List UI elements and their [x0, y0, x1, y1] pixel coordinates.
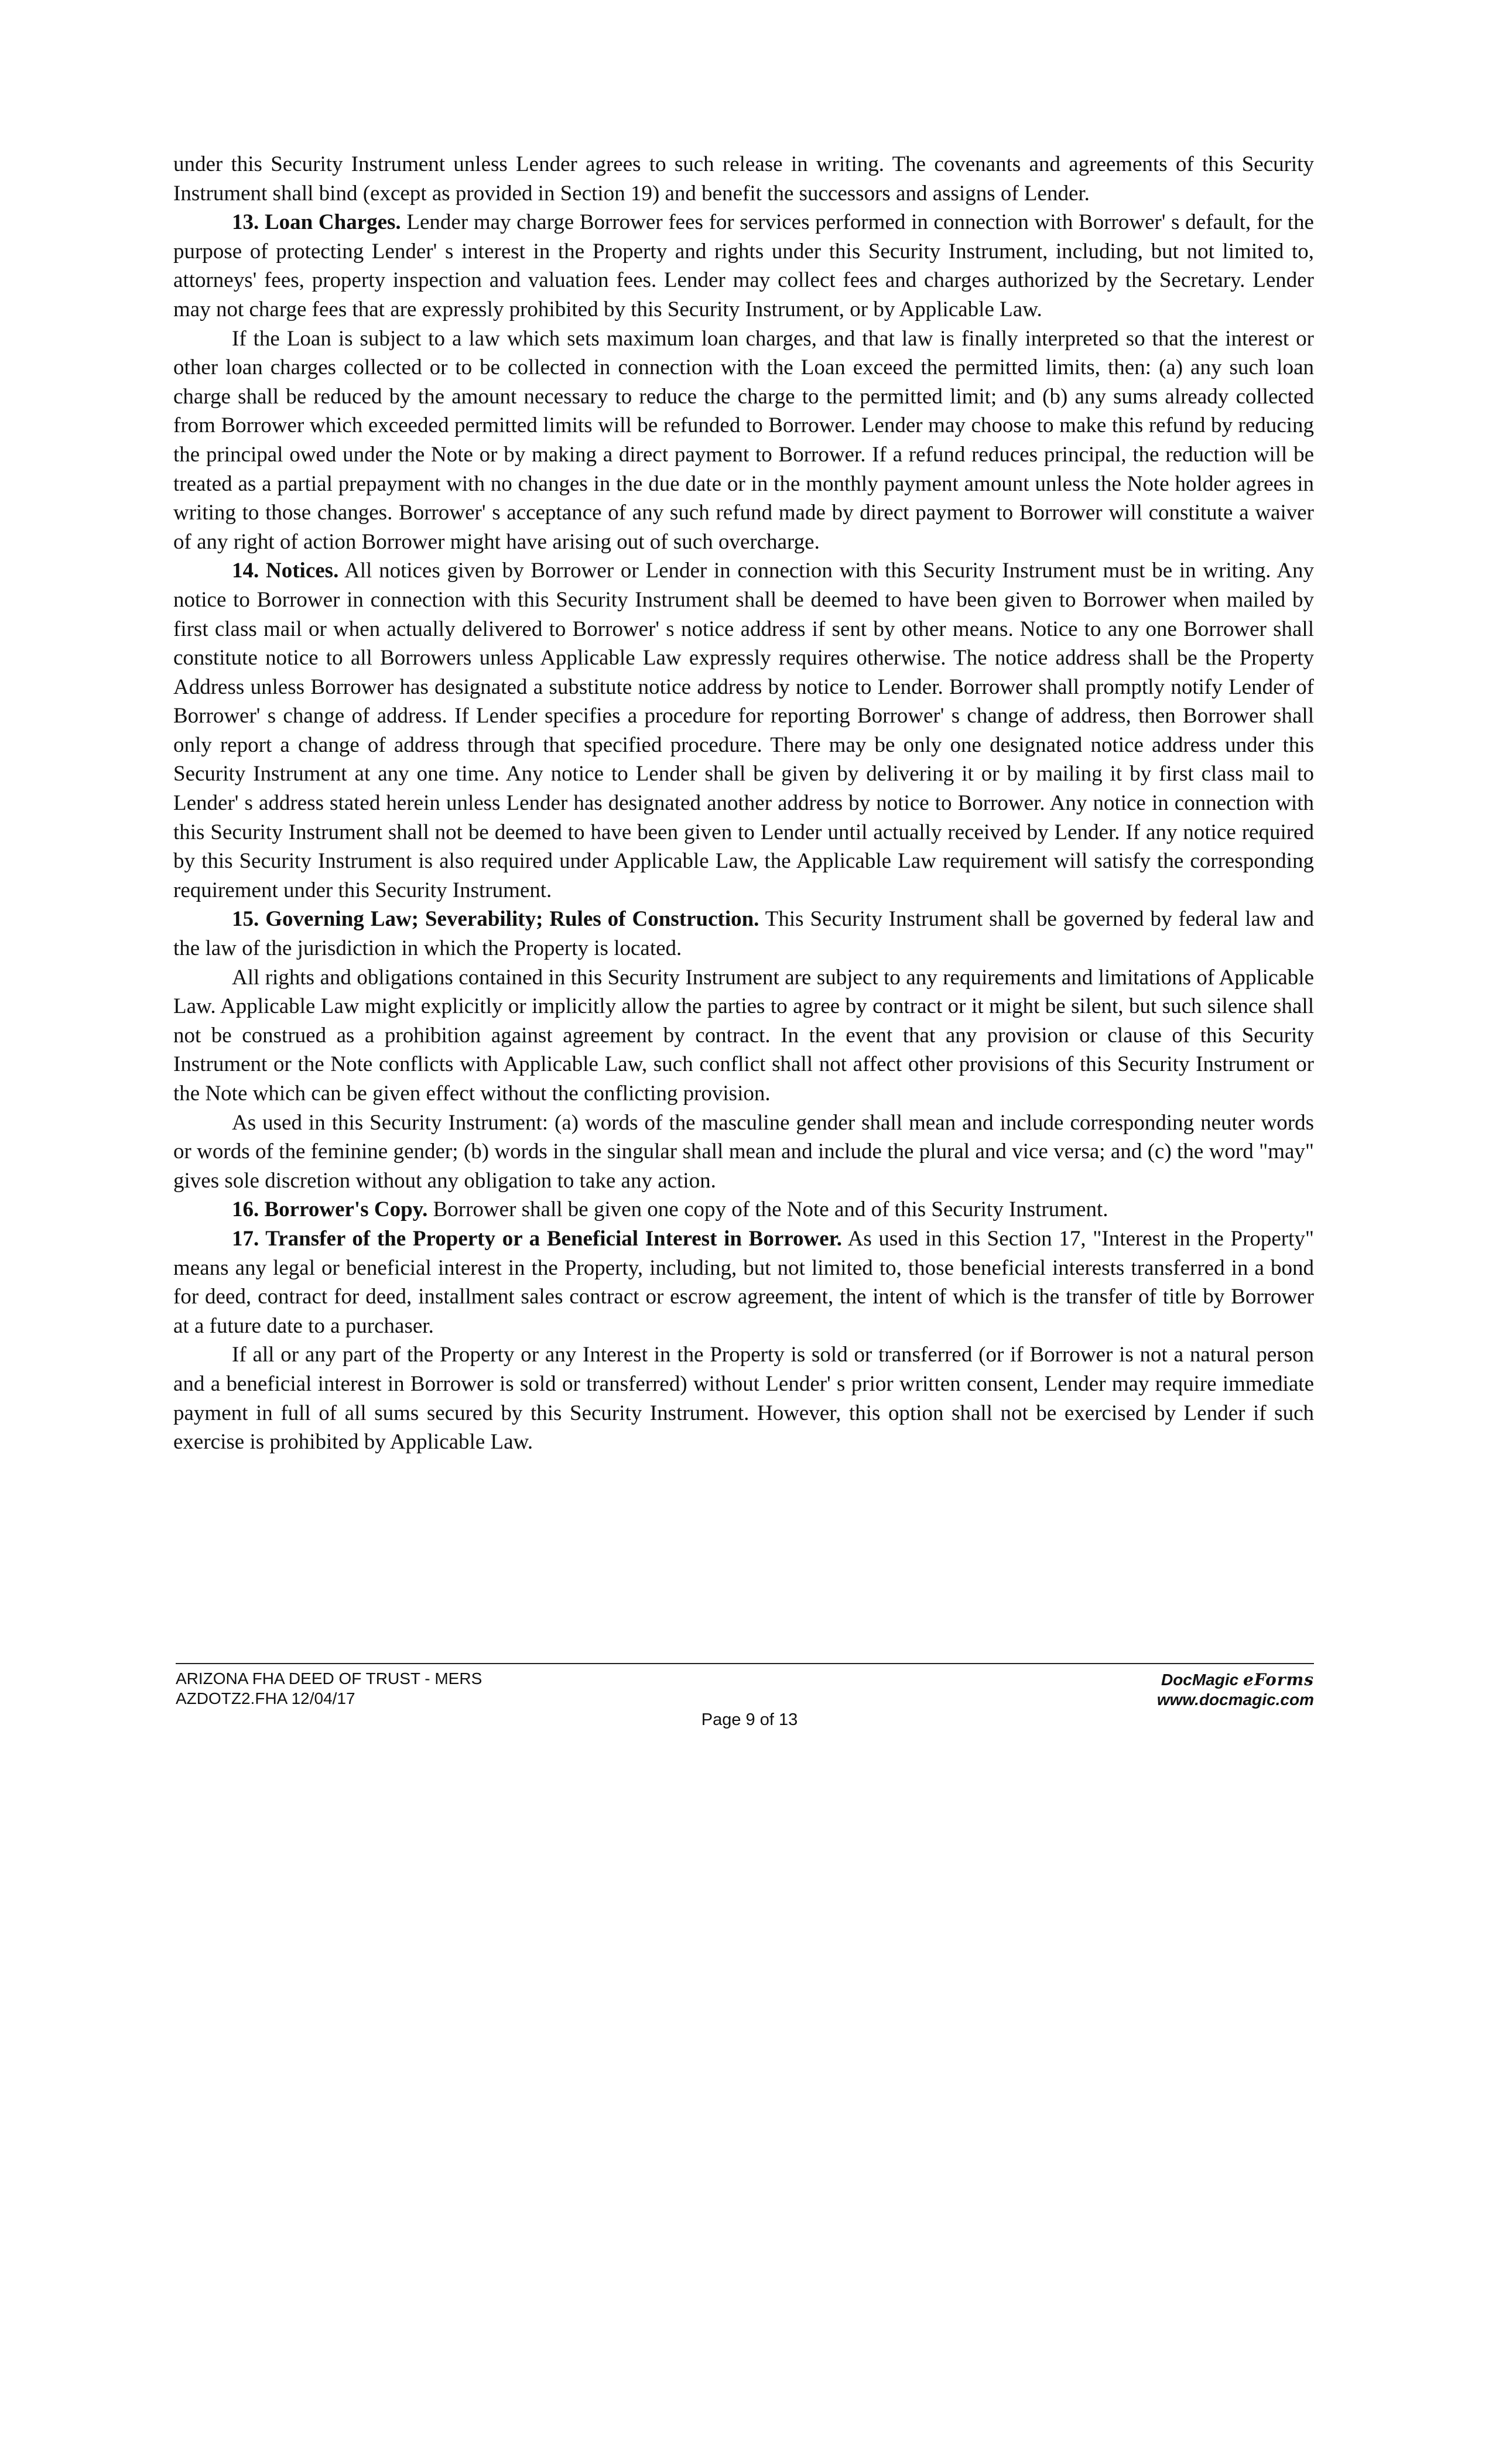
section-16-heading: 16. Borrower's Copy.: [232, 1197, 428, 1222]
section-15-text: This Security Instrument shall be governed by federal law and the law of the jurisdiction in which the Property is located.: [173, 907, 1314, 961]
paragraph-continuation: [173, 150, 1314, 208]
footer-form-code: AZDOTZ2.FHA 12/04/17: [176, 1689, 355, 1707]
section-15-heading: 15. Governing Law; Severability; Rules of Construction.: [232, 907, 759, 932]
paragraph-text: All rights and obligations contained in this Security Instrument are subject to any requirements and limitations of Applicable Law. Applicable Law might explicitly or implicitly allow the parties to agree by contract or it might be silent, but such silence shall not be construed as a prohibition against agreement by contract. In the event that any provision or clause of this Security Instrument or the Note conflicts with Applicable Law, such conflict shall not affect other provisions of this Security Instrument or the Note which can be given effect without the conflicting provision.: [173, 965, 1314, 1106]
footer-brand: [1157, 1670, 1314, 1710]
section-16-text: Borrower shall be given one copy of the Note and of this Security Instrument.: [427, 1197, 1108, 1222]
eforms-logo: eForms: [1243, 1670, 1314, 1689]
section-13-heading: 13. Loan Charges.: [232, 210, 401, 235]
section-17-heading: 17. Transfer of the Property or a Beneficial Interest in Borrower.: [232, 1226, 842, 1251]
brand-name: DocMagic: [1161, 1671, 1239, 1689]
section-14: [173, 556, 1314, 905]
footer-divider: [176, 1663, 1314, 1664]
paragraph-text: If the Loan is subject to a law which sets maximum loan charges, and that law is finally interpreted so that the interest or other loan charges collected or to be collected in connection with the Loan exceed the permitted limits, then: (a) any such loan charge shall be reduced by the amount necessary to reduce the charge to the permitted limit; and (b) any sums already collected from Borrower which exceeded permitted limits will be refunded to Borrower. Lender may choose to make this refund by reducing the principal owed under the Note or by making a direct payment to Borrower. If a refund reduces principal, the reduction will be treated as a partial prepayment with no changes in the due date or in the monthly payment amount unless the Note holder agrees in writing to those changes. Borrower' s acceptance of any such refund made by direct payment to Borrower will constitute a waiver of any right of action Borrower might have arising out of such overcharge.: [173, 326, 1314, 554]
paragraph-text: under this Security Instrument unless Lender agrees to such release in writing. The covenants and agreements of this Security Instrument shall bind (except as provided in Section 19) and benefit the successors and assigns of Lender.: [173, 152, 1314, 206]
section-17: [173, 1224, 1314, 1340]
brand-logo: [1157, 1670, 1314, 1690]
page-number: Page 9 of 13: [701, 1710, 798, 1729]
section-17-paragraph-2: [173, 1340, 1314, 1456]
document-body: [173, 150, 1314, 1457]
paragraph-text: As used in this Security Instrument: (a) words of the masculine gender shall mean and include corresponding neuter words or words of the feminine gender; (b) words in the singular shall mean and include the plural and vice versa; and (c) the word "may" gives sole discretion without any obligation to take any action.: [173, 1110, 1314, 1193]
section-15-paragraph-2: [173, 963, 1314, 1108]
footer-form-info: [176, 1669, 482, 1709]
section-15: [173, 905, 1314, 963]
section-16: [173, 1195, 1314, 1224]
section-14-text: All notices given by Borrower or Lender in connection with this Security Instrument must be in writing. Any notice to Borrower in connection with this Security Instrument shall be deemed to have been given to Borrower when mailed by first class mail or when actually delivered to Borrower' s notice address if sent by other means. Notice to any one Borrower shall constitute notice to all Borrowers unless Applicable Law expressly requires otherwise. The notice address shall be the Property Address unless Borrower has designated a substitute notice address by notice to Lender. Borrower shall promptly notify Lender of Borrower' s change of address. If Lender specifies a procedure for reporting Borrower' s change of address, then Borrower shall only report a change of address through that specified procedure. There may be only one designated notice address under this Security Instrument at any one time. Any notice to Lender shall be given by delivering it or by mailing it by first class mail to Lender' s address stated herein unless Lender has designated another address by notice to Borrower. Any notice in connection with this Security Instrument shall not be deemed to have been given to Lender until actually received by Lender. If any notice required by this Security Instrument is also required under Applicable Law, the Applicable Law requirement will satisfy the corresponding requirement under this Security Instrument.: [173, 559, 1314, 902]
section-14-heading: 14. Notices.: [232, 559, 339, 583]
paragraph-text: If all or any part of the Property or any Interest in the Property is sold or transferred (or if Borrower is not a natural person and a beneficial interest in Borrower is sold or transferred) without Lender' s prior written consent, Lender may require immediate payment in full of all sums secured by this Security Instrument. However, this option shall not be exercised by Lender if such exercise is prohibited by Applicable Law.: [173, 1343, 1314, 1455]
section-13: [173, 208, 1314, 324]
footer-form-title: ARIZONA FHA DEED OF TRUST - MERS: [176, 1669, 482, 1688]
section-17-text: As used in this Section 17, "Interest in the Property" means any legal or beneficial interest in the Property, including, but not limited to, those beneficial interests transferred in a bond for deed, contract for deed, installment sales contract or escrow agreement, the intent of which is the transfer of title by Borrower at a future date to a purchaser.: [173, 1226, 1314, 1338]
section-15-paragraph-3: [173, 1108, 1314, 1196]
brand-url: www.docmagic.com: [1156, 1690, 1314, 1709]
section-13-paragraph-2: [173, 324, 1314, 557]
section-13-text: Lender may charge Borrower fees for services performed in connection with Borrower' s default, for the purpose of protecting Lender' s interest in the Property and rights under this Security Instrument, including, but not limited to, attorneys' fees, property inspection and valuation fees. Lender may collect fees and charges authorized by the Secretary. Lender may not charge fees that are expressly prohibited by this Security Instrument, or by Applicable Law.: [173, 210, 1314, 321]
